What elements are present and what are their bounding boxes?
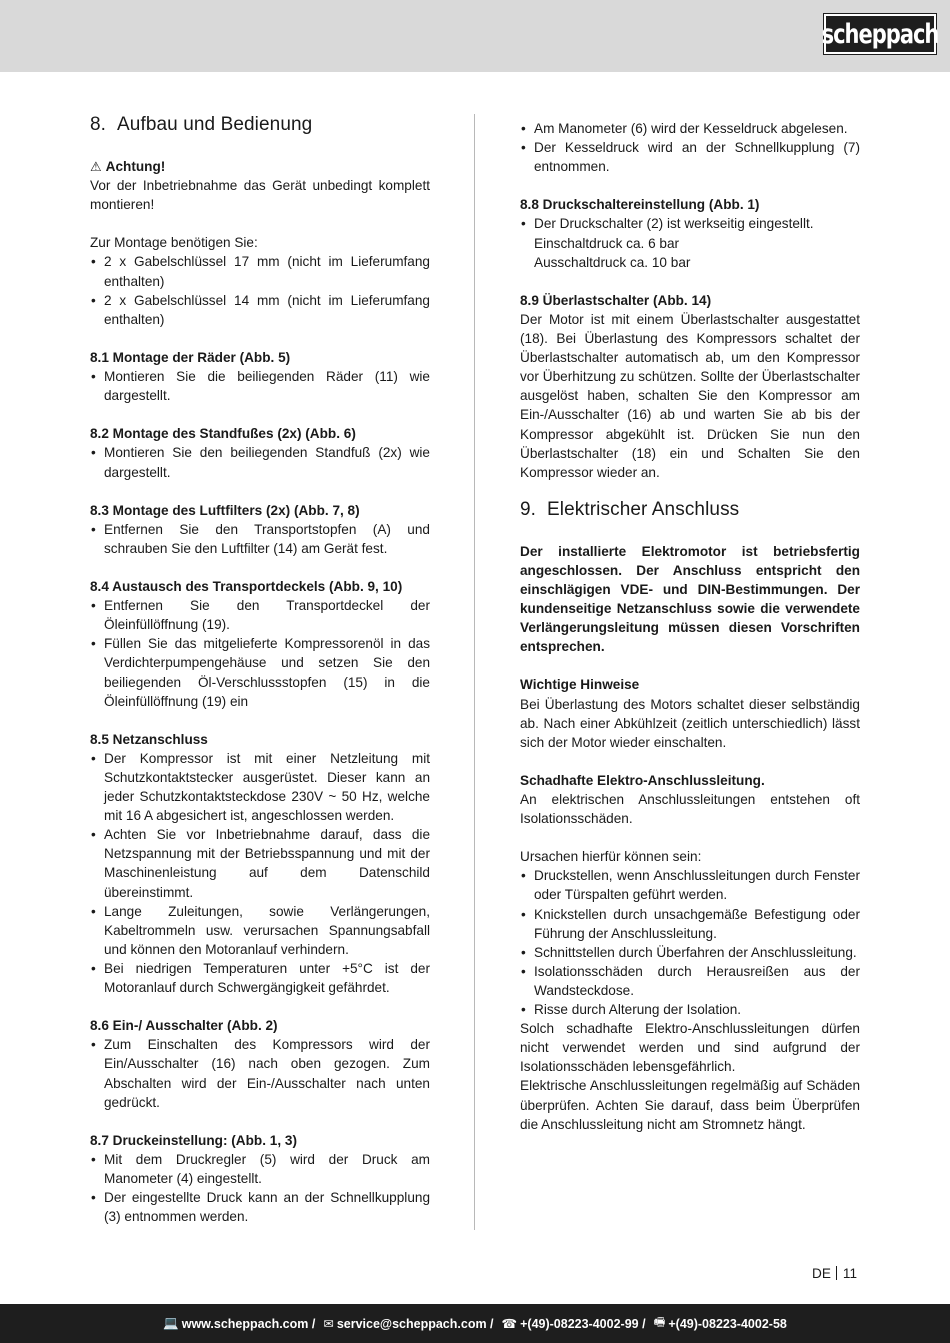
switch-off-pressure: Ausschaltdruck ca. 10 bar	[534, 254, 691, 270]
left-column	[90, 113, 430, 1226]
section-8-5-title: 8.5 Netzanschluss	[90, 731, 208, 747]
damage-text: An elektrischen Anschlussleitungen entstehen oft Isolationsschäden.	[520, 792, 860, 827]
list-item: • 2 x Gabelschlüssel 14 mm (nicht im Lieferumfang enthalten)	[90, 291, 430, 329]
column-divider	[474, 114, 475, 1230]
header-band	[0, 0, 950, 72]
tools-list	[90, 252, 430, 328]
list-item: • Lange Zuleitungen, sowie Verlängerungen, Kabeltrommeln usw. verursachen Spannungsabfall und können den Motoranlauf verhindern.	[90, 902, 430, 959]
causes-intro: Ursachen hierfür können sein:	[520, 849, 702, 865]
warning-icon: ⚠	[90, 159, 102, 174]
section-8-title: 8. Aufbau und Bedienung	[90, 114, 313, 135]
list-item: • Schnittstellen durch Überfahren der Anschlussleitung.	[520, 943, 860, 962]
list-item: • Der Druckschalter (2) ist werkseitig eingestellt.	[520, 214, 860, 233]
list-item: • Mit dem Druckregler (5) wird der Druck am Manometer (4) eingestellt.	[90, 1150, 430, 1188]
list-item: • Achten Sie vor Inbetriebnahme darauf, dass die Netzspannung mit der Betriebsspannung und mit der Maschinenleistung auf dem Datenschild übereinstimmt.	[90, 825, 430, 901]
footer	[0, 1304, 950, 1343]
list-item: • Der Kesseldruck wird an der Schnellkupplung (7) entnommen.	[520, 138, 860, 176]
logo-text: scheppach	[821, 19, 939, 49]
computer-icon: 💻	[163, 1316, 179, 1330]
causes-list	[520, 866, 860, 1019]
footer-email-link[interactable]: service@scheppach.com /	[336, 1316, 494, 1331]
hint-text: Bei Überlastung des Motors schaltet dieser selbständig ab. Nach einer Abkühlzeit (zeitlich unterschiedlich) lässt sich der Motor wieder einschalten.	[520, 696, 860, 750]
list-item: • Risse durch Alterung der Isolation.	[520, 1000, 860, 1019]
section-8-9-title: 8.9 Überlastschalter (Abb. 14)	[520, 292, 712, 308]
list-item: • Entfernen Sie den Transportdeckel der Öleinfüllöffnung (19).	[90, 596, 430, 634]
right-column	[520, 119, 860, 1134]
section-8-1-title: 8.1 Montage der Räder (Abb. 5)	[90, 349, 291, 365]
list-item: • Montieren Sie den beiliegenden Standfuß (2x) wie dargestellt.	[90, 443, 430, 481]
list-item: • Montieren Sie die beiliegenden Räder (11) wie dargestellt.	[90, 367, 430, 405]
section-8-8-title: 8.8 Druckschaltereinstellung (Abb. 1)	[520, 197, 760, 213]
damage-title: Schadhafte Elektro-Anschlussleitung.	[520, 772, 765, 788]
list-item: • Der Kompressor ist mit einer Netzleitung mit Schutzkontaktstecker ausgerüstet. Dieser kann an jeder Schutzkontaktsteckdose 230V ~ 50 Hz, welche mit 16 A abgesichert ist, angeschlossen werden.	[90, 749, 430, 825]
list-item: • Knickstellen durch unsachgemäße Befestigung oder Führung der Anschlussleitung.	[520, 905, 860, 943]
section-8-3-title: 8.3 Montage des Luftfilters (2x) (Abb. 7, 8)	[90, 502, 360, 518]
page-number	[812, 1266, 857, 1282]
list-item: • Bei niedrigen Temperaturen unter +5°C ist der Motoranlauf durch Schwergängigkeit gefährdet.	[90, 959, 430, 997]
mail-icon: ✉	[323, 1317, 334, 1331]
switch-on-pressure: Einschaltdruck ca. 6 bar	[534, 235, 680, 251]
list-item: • Druckstellen, wenn Anschlussleitungen durch Fenster oder Türspalten geführt werden.	[520, 866, 860, 904]
list-item: • Am Manometer (6) wird der Kesseldruck abgelesen.	[520, 119, 860, 138]
tools-intro: Zur Montage benötigen Sie:	[90, 235, 258, 251]
page-num: 11	[842, 1266, 858, 1281]
section-8-4-title: 8.4 Austausch des Transportdeckels (Abb. 9, 10)	[90, 579, 403, 595]
footer-phone: +(49)-08223-4002-99 /	[520, 1316, 646, 1331]
section-9-title: 9. Elektrischer Anschluss	[520, 498, 740, 520]
scheppach-logo	[821, 14, 939, 54]
closing-text-1: Solch schadhafte Elektro-Anschlussleitungen dürfen nicht verwendet werden und sind aufgrund der Isolationsschäden lebensgefährlich.	[520, 1021, 860, 1075]
section-8-2-title: 8.2 Montage des Standfußes (2x) (Abb. 6)	[90, 426, 356, 442]
warning-text: Vor der Inbetriebnahme das Gerät unbedingt komplett montieren!	[90, 178, 430, 213]
hint-title: Wichtige Hinweise	[520, 677, 640, 693]
phone-icon: ☎	[501, 1317, 518, 1331]
footer-fax: +(49)-08223-4002-58	[668, 1316, 787, 1331]
page-lang: DE	[812, 1266, 831, 1281]
section-8-6-title: 8.6 Ein-/ Ausschalter (Abb. 2)	[90, 1018, 278, 1034]
list-item: • Der eingestellte Druck kann an der Schnellkupplung (3) entnommen werden.	[90, 1188, 430, 1226]
section-8-7-continued	[520, 119, 860, 176]
list-item: • Isolationsschäden durch Herausreißen aus der Wandsteckdose.	[520, 962, 860, 1000]
section-8-7-title: 8.7 Druckeinstellung: (Abb. 1, 3)	[90, 1132, 297, 1148]
closing-text-2: Elektrische Anschlussleitungen regelmäßig auf Schäden überprüfen. Achten Sie darauf, dass beim Überprüfen die Anschlussleitung nicht am Stromnetz hängt.	[520, 1078, 860, 1132]
footer-web-link[interactable]: www.scheppach.com /	[181, 1316, 316, 1331]
list-item: • Zum Einschalten des Kompressors wird der Ein/Ausschalter (16) nach oben gezogen. Zum Abschalten wird der Ein-/Ausschalter nach unten gedrückt.	[90, 1035, 430, 1111]
list-item: • Entfernen Sie den Transportstopfen (A) und schrauben Sie den Luftfilter (14) am Gerät fest.	[90, 520, 430, 558]
warning-title: ⚠ Achtung!	[90, 157, 430, 176]
section-8-9-text: Der Motor ist mit einem Überlastschalter ausgestattet (18). Bei Überlastung des Kompressors schaltet der Überlastschalter automatisch ab, um den Kompressor vor Überhitzung zu schützen. Sollte der Überlastschalter ausgelöst haben, schalten Sie den Kompressor am Ein-/Ausschalter (16) ab und warten Sie ab bis der Kompressor abgekühlt ist. Drücken Sie nun den Überlastschalter (18) ein und Schalten Sie den Kompressor wieder an.	[520, 311, 860, 480]
fax-icon: 🖷	[653, 1315, 666, 1329]
list-item: • Füllen Sie das mitgelieferte Kompressorenöl in das Verdichterpumpengehäuse und setzen Sie den beiliegenden Öl-Verschlussstopfen (15) in die Öleinfüllöffnung (19) ein	[90, 634, 430, 710]
list-item: • 2 x Gabelschlüssel 17 mm (nicht im Lieferumfang enthalten)	[90, 252, 430, 290]
section-9-lead: Der installierte Elektromotor ist betriebsfertig angeschlossen. Der Anschluss entspricht den einschlägigen VDE- und DIN-Bestimmungen. Der kundenseitige Netzanschluss sowie die verwendete Verlängerungsleitung müssen diesen Vorschriften entsprechen.	[520, 543, 860, 655]
